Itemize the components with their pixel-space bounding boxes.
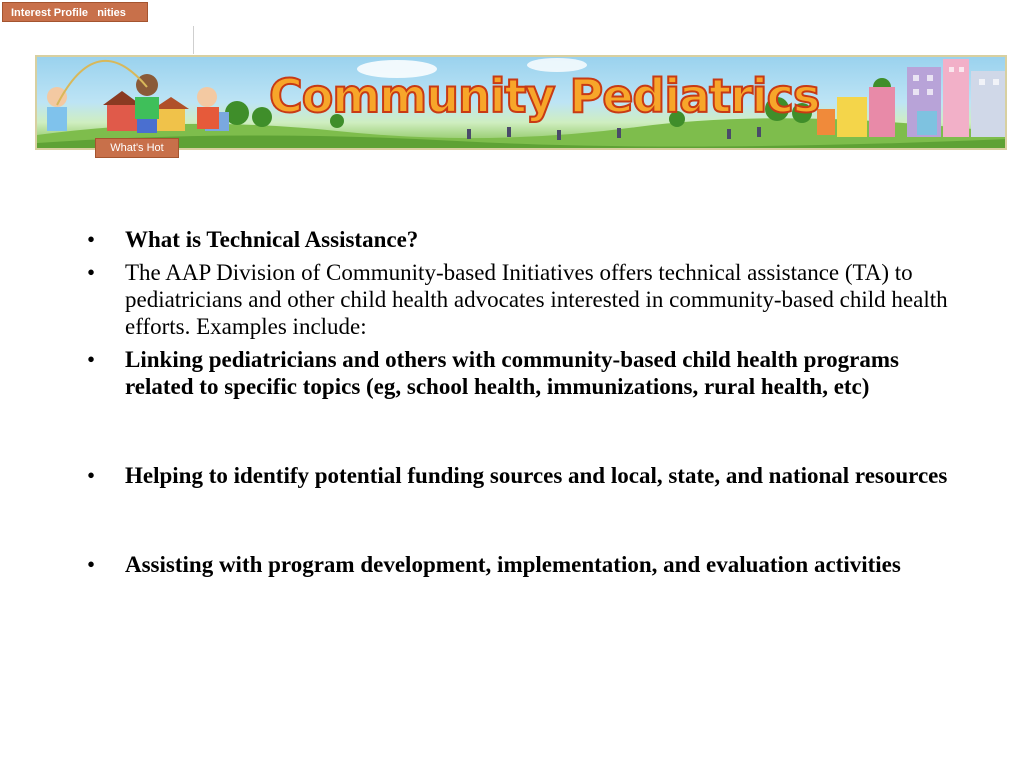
- frame-divider: [193, 26, 194, 54]
- bullet-funding: • Helping to identify potential funding sources and local, state, and national resources: [85, 462, 965, 489]
- bullet-list: [85, 226, 965, 578]
- bullet-program: • Assisting with program development, implementation, and evaluation activities: [85, 551, 965, 578]
- whats-hot-tab[interactable]: What's Hot: [95, 138, 179, 158]
- banner-title: Community Pediatrics: [269, 69, 820, 123]
- interest-profile-tab[interactable]: Interest Profile nities: [2, 2, 148, 22]
- slide-content: [85, 226, 965, 578]
- bullet-intro: • The AAP Division of Community-based Initiatives offers technical assistance (TA) to pediatricians and other child health advocates interested in community-based child health efforts. Examples include:: [85, 259, 965, 340]
- bullet-linking: • Linking pediatricians and others with community-based child health programs related to specific topics (eg, school health, immunizations, rural health, etc): [85, 346, 965, 400]
- bullet-heading: • What is Technical Assistance?: [85, 226, 965, 253]
- community-pediatrics-banner: [35, 55, 1007, 150]
